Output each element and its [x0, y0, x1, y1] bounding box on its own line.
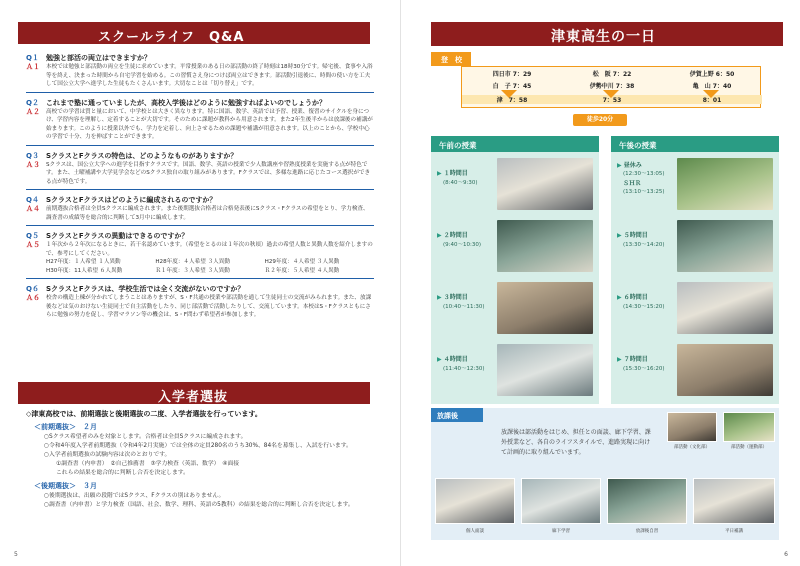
period-slot [617, 220, 773, 276]
down-arrow-icon [603, 90, 619, 98]
commute-row [462, 81, 762, 90]
a-text: １年次から２年次になるときに、若干名認めています。（希望をとるのは１年次の秋頃）過去の希望人数と異動人数を紹介しますので、参考にしてください。 [46, 242, 373, 257]
early-item: ○入学者前期選抜の試験内容は次のとおりです。 [44, 452, 171, 458]
hallway-study-photo [521, 478, 601, 524]
period-name: ６時間目 [623, 294, 648, 301]
q-label: Q１ [26, 54, 39, 62]
qa-item-1 [26, 54, 374, 93]
triangle-icon: ▶ [437, 170, 442, 177]
transfer-cell: H27年度：１人希望 １人異動 [46, 259, 121, 265]
triangle-icon: ▶ [437, 232, 442, 239]
down-arrow-icon [703, 90, 719, 98]
after-school-text: 放課後は部活動をはじめ、担任との面談、廊下学習、課外授業など、各自のライフスタイルで、進路実現に向けて計画的に取り組んでいます。 [501, 429, 651, 456]
a-label: Ａ１ [26, 63, 40, 71]
transfer-cell: H28年度：４人希望 ３人異動 [155, 259, 230, 265]
admission-banner-title: 入学者選抜 [158, 390, 229, 405]
q-text: SクラスとFクラスの特色は、どのようなものがありますか？ [46, 151, 238, 160]
a-text: 前期選抜合格者は全員Sクラスに編成されます。また後期選抜合格者は合格発表後にSクラス・Fクラスの希望をとり、学力検査、調査書の成績等を総合的に判断して3月中に編成します。 [46, 206, 369, 221]
period-time: (8:40〜9:30) [443, 180, 478, 186]
period-slot [437, 344, 593, 400]
commute-cell: 津 7：58 [496, 97, 528, 104]
q-label: Q３ [26, 151, 39, 160]
photo-caption: 個人面談 [466, 529, 484, 534]
q-label: Q４ [26, 196, 39, 204]
period-name: ２時間目 [443, 232, 468, 239]
early-selection-title: ＜前期選抜＞ ２月 [34, 423, 97, 431]
photo-caption: 部活動（文化部） [674, 445, 710, 450]
classroom-photo [677, 220, 773, 272]
admission-lead: ◇津東高校では、前期選抜と後期選抜の二度、入学者選抜を行っています。 [26, 410, 262, 418]
early-item: ○Sクラス希望者のみを対象とします。合格者は全員Sクラスに編成されます。 [44, 434, 247, 440]
photo-caption: 廊下学習 [552, 529, 570, 534]
period-time: (10:40〜11:30) [443, 304, 485, 310]
right-page [400, 0, 800, 566]
commute-cell: 伊勢中川 7：38 [589, 83, 635, 90]
commute-row [462, 69, 762, 78]
period-slot [437, 220, 593, 276]
commute-cell: 8：01 [702, 97, 722, 104]
q-text: 勉強と部活の両立はできますか？ [46, 54, 151, 62]
period-name: ５時間目 [623, 232, 648, 239]
photo-caption: 平日補講 [725, 529, 743, 534]
qa-banner-title: スクールライフ Q&A [98, 30, 245, 45]
q-text: これまで塾に通っていましたが、高校入学後はどのように勉強すればよいのでしょうか？ [46, 98, 326, 107]
a-label: Ａ４ [26, 205, 40, 213]
period-slot [437, 282, 593, 338]
late-selection-title: ＜後期選抜＞ ３月 [34, 482, 97, 490]
after-school-section [431, 408, 779, 540]
a-label: Ａ５ [26, 241, 40, 249]
transfer-cell: H29年度：４人希望 ３人異動 [264, 259, 340, 265]
transfer-cell: H30年度：11人希望 ６人異動 [46, 267, 123, 274]
commute-cell: 松 阪 7：22 [592, 71, 632, 78]
divider [26, 92, 374, 93]
triangle-icon: ▶ [617, 356, 622, 363]
period-slot [617, 344, 773, 400]
qa-item-2 [26, 99, 374, 146]
divider [26, 278, 374, 279]
commute-cell: 7：53 [602, 97, 622, 104]
commute-box [461, 66, 761, 108]
transfer-cell: Ｒ２年度：５人希望 ４人異動 [264, 267, 340, 274]
period-time: (14:30〜15:20) [623, 304, 665, 310]
triangle-icon: ▶ [617, 232, 622, 239]
classroom-photo [677, 282, 773, 334]
walk-badge: 徒歩20分 [573, 114, 627, 126]
period-name: ７時間目 [623, 356, 648, 363]
qa-section [26, 54, 374, 320]
period-time: (15:30〜16:20) [623, 366, 665, 372]
afternoon-header: 午後の授業 [611, 136, 779, 152]
commute-cell: 伊賀上野 6：50 [689, 71, 735, 78]
after-school-header: 放課後 [431, 408, 483, 422]
early-item: ○令和4年度入学者前期選抜（令和4年2月実施）では全体の定員280名のうち30%、84名を募集し、入試を行います。 [44, 443, 352, 449]
divider [26, 145, 374, 146]
period-slot [617, 158, 773, 214]
q-text: SクラスとFクラスの異動はできるのですか？ [46, 232, 189, 240]
q-label: Q６ [26, 285, 39, 293]
afternoon-panel [611, 136, 779, 404]
period-time: (11:40〜12:30) [443, 366, 485, 372]
q-text: SクラスとFクラスはどのように編成されるのですか？ [46, 196, 217, 204]
interview-photo [435, 478, 515, 524]
day-banner-title: 津東高生の一日 [551, 29, 656, 45]
divider [26, 225, 374, 226]
morning-header: 午前の授業 [431, 136, 599, 152]
triangle-icon: ▶ [437, 356, 442, 363]
classroom-photo [497, 220, 593, 272]
lunch-photo [677, 158, 773, 210]
period-time: (13:30〜14:20) [623, 242, 665, 248]
shr-time: (13:10〜13:25) [623, 189, 665, 195]
triangle-icon: ▶ [617, 162, 622, 169]
early-item: これらの結果を総合的に判断し合否を決定します。 [56, 470, 189, 476]
club-sports-photo [723, 412, 775, 442]
late-item: ○調査書（内申書）と学力検査（国語、社会、数学、理科、英語の5教科）の結果を総合的に判断し合否を決定します。 [44, 502, 354, 508]
photo-caption: 部活動（運動部） [731, 445, 767, 450]
club-culture-photo [667, 412, 717, 442]
late-item: ○後期選抜は、出願の段階ではSクラス、Fクラスの別はありません。 [44, 493, 225, 499]
commute-section [431, 52, 779, 138]
day-banner [431, 22, 783, 46]
a-label: Ａ２ [26, 107, 40, 116]
q-text: SクラスとFクラスは、学校生活では全く交流がないのですか？ [46, 285, 245, 293]
page-number: 5 [14, 551, 18, 558]
period-time: (9:40〜10:30) [443, 242, 481, 248]
qa-banner [18, 22, 370, 44]
commute-cell: 亀 山 7：40 [692, 83, 732, 90]
period-slot [617, 282, 773, 338]
triangle-icon: ▶ [617, 294, 622, 301]
period-name: 昼休み [623, 162, 642, 169]
classroom-photo [677, 344, 773, 396]
period-time: (12:30〜13:05) [623, 171, 665, 177]
a-label: Ａ３ [26, 160, 40, 169]
self-study-photo [607, 478, 687, 524]
a-text: 高校での学習は質と量において、中学校とは大きく異なります。特に国語、数学、英語では予習、授業、復習のサイクルを身につけ、学習内容を理解し、定着することが大切です。そのために課題が教科から用意されます。また2年生後半からは放課後の補講が始まります。このように授業以外でも、学力を定着し、向上させるための課題や補講が用意されます。以上のことから、学校中心の学習で十分、力を伸ばすことができます。 [46, 108, 373, 140]
a-label: Ａ６ [26, 294, 40, 302]
a-text: Sクラスは、国公立大学への進学を目指すクラスです。国語、数学、英語の授業で少人数講座や習熟度授業を実施する点が特色です。また、土曜補講や大学見学会などのSクラス独自の取り組みがあります。Fクラスでは、多様な進路に応じたコース選択ができる点が特色です。 [46, 161, 371, 185]
page-number: 6 [784, 551, 788, 558]
classroom-photo [497, 158, 593, 210]
admission-section [26, 410, 374, 510]
qa-item-5 [26, 232, 374, 279]
a-text: 校舎の構造上棟が分かれてしまうことはありますが、S・F共通の授業や部活動を通して生徒同士の交流がみられます。また、放課後などは気のおけない生徒同士で自主活動をしたり、同じ部活動で活動したりして、交流しています。本校はS・Fクラスともにさらに勉強の努力を促し、学習マラソン等の機会は、S・F問わず希望者が参加します。 [46, 295, 372, 318]
morning-panel [431, 136, 599, 404]
q-label: Q２ [26, 98, 39, 107]
period-name: ３時間目 [443, 294, 468, 301]
q-label: Q５ [26, 232, 39, 240]
commute-header: 登 校 [431, 52, 471, 66]
a-text: 本校では勉強と部活動の両立を生徒に求めています。平常授業のある日の部活動の終了時刻は18時30分です。帰宅後、食事や入浴等を終え、決まった時間から自宅学習を始める。この習慣さえ身につけば両立はできます。部活動引退後に、時間の使い方を工夫して国公立大学へ進学した生徒もたくさんいます。大切なことは「切り替え」です。 [46, 64, 373, 87]
commute-cell: 白 子 7：45 [492, 83, 532, 90]
qa-item-4 [26, 196, 374, 226]
early-item: ①調査書（内申書） ②自己推薦書 ③学力検査（英語、数学） ④面接 [56, 461, 240, 467]
period-name: １時間目 [443, 170, 468, 177]
transfer-cell: Ｒ１年度：３人希望 ３人異動 [155, 267, 230, 274]
qa-item-6 [26, 285, 374, 320]
qa-item-3 [26, 152, 374, 191]
admission-banner [18, 382, 370, 404]
lab-photo [497, 344, 593, 396]
transfer-table [46, 258, 374, 275]
shr-label: ＳＨＲ [623, 180, 642, 187]
divider [26, 189, 374, 190]
weekday-lesson-photo [693, 478, 775, 524]
gym-photo [497, 282, 593, 334]
triangle-icon: ▶ [437, 294, 442, 301]
down-arrow-icon [501, 90, 517, 98]
period-slot [437, 158, 593, 214]
period-name: ４時間目 [443, 356, 468, 363]
commute-cell: 四日市 7：29 [492, 71, 532, 78]
photo-caption: 放課後自習 [635, 529, 659, 534]
